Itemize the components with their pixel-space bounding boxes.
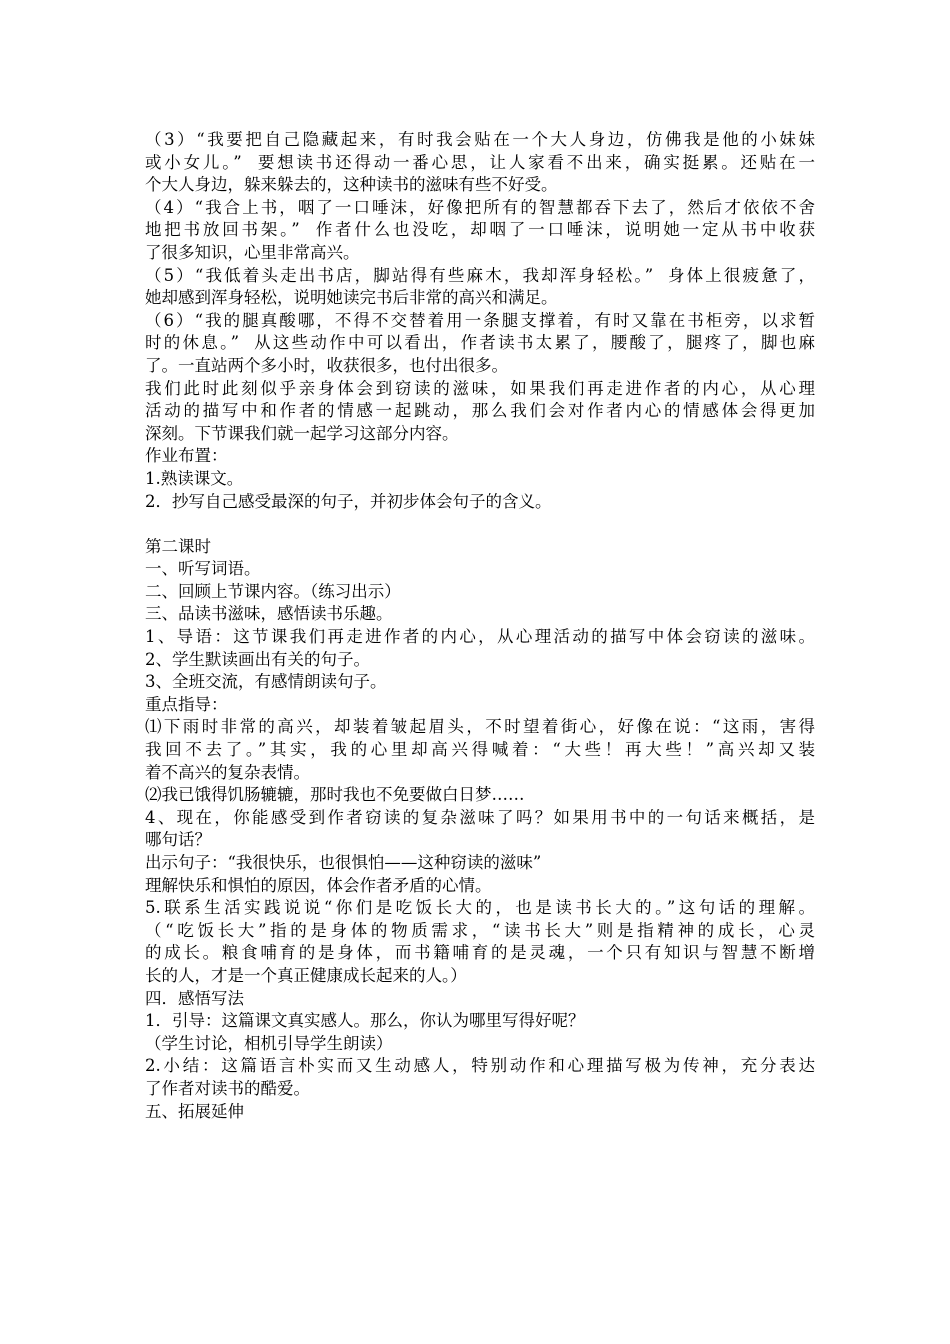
text-line: 三、品读书滋味，感悟读书乐趣。 xyxy=(145,604,393,624)
text-line: 了。一直站两个多小时，收获很多，也付出很多。 xyxy=(145,355,508,375)
text-line: 我们此时此刻似乎亲身体会到窃读的滋味，如果我们再走进作者的内心，从心理 xyxy=(145,378,815,398)
text-line: 活动的描写中和作者的情感一起跳动，那么我们会对作者内心的情感体会得更加 xyxy=(145,401,815,421)
text-line: 2、学生默读画出有关的句子。 xyxy=(145,649,370,669)
text-line: （6）“我的腿真酸哪，不得不交替着用一条腿支撑着，有时又靠在书柜旁，以求暂 xyxy=(145,310,815,330)
text-line: 作业布置： xyxy=(145,446,228,466)
text-line: 四．感悟写法 xyxy=(145,988,244,1008)
text-line: 3、全班交流，有感情朗读句子。 xyxy=(145,672,387,692)
text-line: 二、回顾上节课内容。（练习出示） xyxy=(145,581,401,601)
text-line: 个大人身边，躲来躲去的，这种读书的滋味有些不好受。 xyxy=(145,175,558,195)
text-line: 理解快乐和惧怕的原因，体会作者矛盾的心情。 xyxy=(145,875,492,895)
document-page xyxy=(145,129,815,1123)
text-line: （4）“我合上书，咽了一口唾沫，好像把所有的智慧都吞下去了，然后才依依不舍 xyxy=(145,197,815,217)
text-line: 2．抄写自己感受最深的句子，并初步体会句子的含义。 xyxy=(145,491,552,511)
text-line: （5）“我低着头走出书店，脚站得有些麻木，我却浑身轻松。” 身体上很疲惫了， xyxy=(145,265,815,285)
text-line: 五、拓展延伸 xyxy=(145,1101,244,1121)
text-line: 2.小结：这篇语言朴实而又生动感人，特别动作和心理描写极为传神，充分表达 xyxy=(145,1056,815,1076)
text-line: 第二课时 xyxy=(145,536,211,556)
text-line: 了作者对读书的酷爱。 xyxy=(145,1078,310,1098)
text-line: 时的休息。” 从这些动作中可以看出，作者读书太累了，腰酸了，腿疼了，脚也麻 xyxy=(145,333,815,353)
text-line: 的成长。粮食哺育的是身体，而书籍哺育的是灵魂，一个只有知识与智慧不断增 xyxy=(145,943,815,963)
text-line: ⑵我已饿得饥肠辘辘，那时我也不免要做白日梦…… xyxy=(145,785,525,805)
text-line: （学生讨论，相机引导学生朗读） xyxy=(145,1033,393,1053)
text-line: 她却感到浑身轻松，说明她读完书后非常的高兴和满足。 xyxy=(145,288,558,308)
text-line: 我回不去了。”其实，我的心里却高兴得喊着：“大些！再大些！”高兴却又装 xyxy=(145,740,815,760)
text-line: 重点指导： xyxy=(145,694,228,714)
text-line: 1、导语：这节课我们再走进作者的内心，从心理活动的描写中体会窃读的滋味。 xyxy=(145,627,815,647)
text-line: 哪句话？ xyxy=(145,830,211,850)
document-body xyxy=(145,129,815,1123)
text-line: 长的人，才是一个真正健康成长起来的人。） xyxy=(145,965,467,985)
text-line: 1.熟读课文。 xyxy=(145,468,244,488)
text-line: ⑴下雨时非常的高兴，却装着皱起眉头，不时望着街心，好像在说：“这雨，害得 xyxy=(145,717,815,737)
text-line: 一、听写词语。 xyxy=(145,559,261,579)
text-line: 5.联系生活实践说说“你们是吃饭长大的，也是读书长大的。”这句话的理解。 xyxy=(145,898,815,918)
text-line: 出示句子：“我很快乐，也很惧怕——这种窃读的滋味” xyxy=(145,853,542,872)
text-line: （“吃饭长大”指的是身体的物质需求，“读书长大”则是指精神的成长，心灵 xyxy=(145,920,815,940)
text-line: 着不高兴的复杂表情。 xyxy=(145,762,310,782)
text-line: 4、现在，你能感受到作者窃读的复杂滋味了吗？如果用书中的一句话来概括，是 xyxy=(145,807,815,827)
text-line: 地把书放回书架。” 作者什么也没吃，却咽了一口唾沫，说明她一定从书中收获 xyxy=(145,220,815,240)
text-line: 深刻。下节课我们就一起学习这部分内容。 xyxy=(145,423,459,443)
text-line: 了很多知识，心里非常高兴。 xyxy=(145,242,360,262)
text-line: 或小女儿。” 要想读书还得动一番心思，让人家看不出来，确实挺累。还贴在一 xyxy=(145,152,815,172)
text-line: 1．引导：这篇课文真实感人。那么，你认为哪里写得好呢？ xyxy=(145,1011,585,1031)
blank-line xyxy=(145,513,815,536)
text-line: （3）“我要把自己隐藏起来，有时我会贴在一个大人身边，仿佛我是他的小妹妹 xyxy=(145,130,815,149)
